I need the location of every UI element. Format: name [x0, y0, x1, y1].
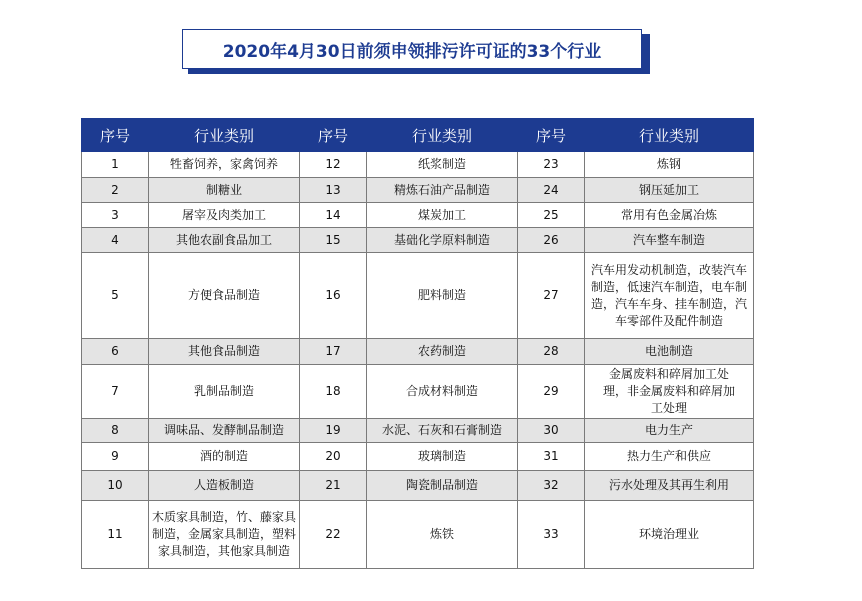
table-row: [82, 365, 754, 419]
header-category-1: 行业类别: [149, 119, 300, 152]
category-cell: 调味品、发酵制品制造: [149, 419, 300, 443]
category-cell: 其他食品制造: [149, 339, 300, 365]
category-cell: 电力生产: [585, 419, 754, 443]
category-cell: 农药制造: [367, 339, 518, 365]
category-cell: 木质家具制造，竹、藤家具制造，金属家具制造，塑料家具制造，其他家具制造: [149, 501, 300, 569]
table-row: [82, 443, 754, 471]
table-row: [82, 152, 754, 178]
table-header-row: [82, 119, 754, 152]
category-cell: 牲畜饲养，家禽饲养: [149, 152, 300, 178]
category-cell: 方便食品制造: [149, 253, 300, 339]
category-cell: 煤炭加工: [367, 203, 518, 228]
table-row: [82, 419, 754, 443]
table-row: [82, 228, 754, 253]
seq-cell: 25: [518, 203, 585, 228]
seq-cell: 20: [300, 443, 367, 471]
seq-cell: 4: [82, 228, 149, 253]
seq-cell: 26: [518, 228, 585, 253]
seq-cell: 23: [518, 152, 585, 178]
seq-cell: 12: [300, 152, 367, 178]
seq-cell: 3: [82, 203, 149, 228]
seq-cell: 32: [518, 471, 585, 501]
category-cell: 乳制品制造: [149, 365, 300, 419]
category-cell: 陶瓷制品制造: [367, 471, 518, 501]
seq-cell: 22: [300, 501, 367, 569]
header-category-2: 行业类别: [367, 119, 518, 152]
seq-cell: 15: [300, 228, 367, 253]
seq-cell: 27: [518, 253, 585, 339]
seq-cell: 29: [518, 365, 585, 419]
category-cell: 水泥、石灰和石膏制造: [367, 419, 518, 443]
category-cell: 精炼石油产品制造: [367, 178, 518, 203]
seq-cell: 30: [518, 419, 585, 443]
table-row: [82, 178, 754, 203]
category-cell: 污水处理及其再生利用: [585, 471, 754, 501]
table-row: [82, 501, 754, 569]
seq-cell: 6: [82, 339, 149, 365]
category-cell: 金属废料和碎屑加工处理，非金属废料和碎屑加工处理: [585, 365, 754, 419]
table-row: [82, 471, 754, 501]
category-cell: 热力生产和供应: [585, 443, 754, 471]
category-cell: 合成材料制造: [367, 365, 518, 419]
category-cell: 基础化学原料制造: [367, 228, 518, 253]
table-row: [82, 339, 754, 365]
category-cell: 其他农副食品加工: [149, 228, 300, 253]
seq-cell: 2: [82, 178, 149, 203]
category-cell: 制糖业: [149, 178, 300, 203]
category-cell: 汽车用发动机制造，改装汽车制造，低速汽车制造，电车制造，汽车车身、挂车制造，汽车零部件及配件制造: [585, 253, 754, 339]
header-category-3: 行业类别: [585, 119, 754, 152]
seq-cell: 18: [300, 365, 367, 419]
category-cell: 纸浆制造: [367, 152, 518, 178]
category-cell: 汽车整车制造: [585, 228, 754, 253]
header-seq-1: 序号: [82, 119, 149, 152]
category-cell: 屠宰及肉类加工: [149, 203, 300, 228]
seq-cell: 13: [300, 178, 367, 203]
category-cell: 环境治理业: [585, 501, 754, 569]
category-cell: 常用有色金属冶炼: [585, 203, 754, 228]
category-cell: 肥料制造: [367, 253, 518, 339]
table-row: [82, 253, 754, 339]
header-seq-2: 序号: [300, 119, 367, 152]
seq-cell: 17: [300, 339, 367, 365]
seq-cell: 16: [300, 253, 367, 339]
page-title: 2020年4月30日前须申领排污许可证的33个行业: [182, 29, 642, 69]
seq-cell: 11: [82, 501, 149, 569]
category-cell: 人造板制造: [149, 471, 300, 501]
table-row: [82, 203, 754, 228]
industry-table: [81, 118, 754, 569]
seq-cell: 5: [82, 253, 149, 339]
seq-cell: 21: [300, 471, 367, 501]
seq-cell: 33: [518, 501, 585, 569]
category-cell: 酒的制造: [149, 443, 300, 471]
title-banner: [182, 29, 648, 73]
category-cell: 玻璃制造: [367, 443, 518, 471]
seq-cell: 10: [82, 471, 149, 501]
seq-cell: 9: [82, 443, 149, 471]
header-seq-3: 序号: [518, 119, 585, 152]
seq-cell: 14: [300, 203, 367, 228]
category-cell: 炼钢: [585, 152, 754, 178]
seq-cell: 7: [82, 365, 149, 419]
category-cell: 炼铁: [367, 501, 518, 569]
category-cell: 钢压延加工: [585, 178, 754, 203]
seq-cell: 31: [518, 443, 585, 471]
seq-cell: 8: [82, 419, 149, 443]
seq-cell: 1: [82, 152, 149, 178]
category-cell: 电池制造: [585, 339, 754, 365]
seq-cell: 19: [300, 419, 367, 443]
seq-cell: 28: [518, 339, 585, 365]
seq-cell: 24: [518, 178, 585, 203]
